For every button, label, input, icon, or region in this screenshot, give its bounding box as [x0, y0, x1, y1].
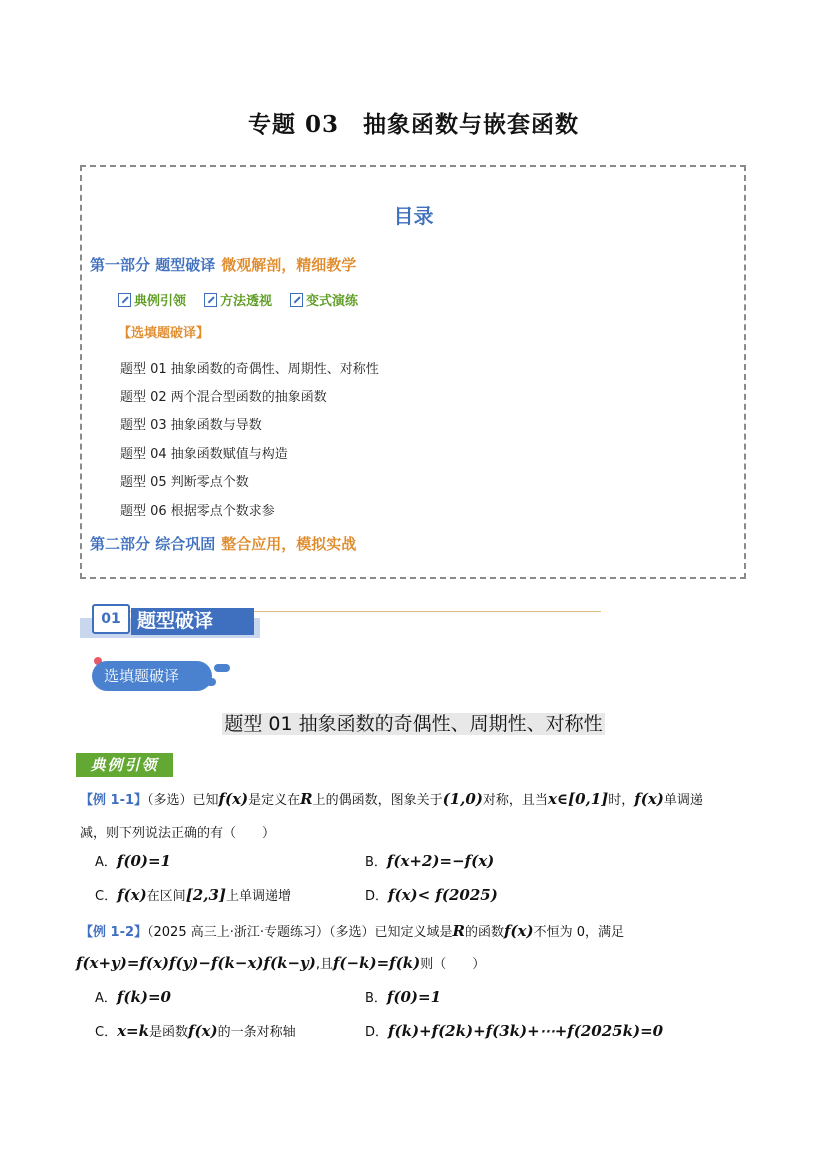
toc-topic-link[interactable]: 题型 01 抽象函数的奇偶性、周期性、对称性	[120, 362, 379, 377]
pill-decoration	[206, 678, 216, 686]
toc-topic-link[interactable]: 题型 02 两个混合型函数的抽象函数	[120, 390, 327, 405]
option-b[interactable]: B．f(0)=1	[365, 988, 442, 1006]
toc-topic-link[interactable]: 题型 05 判断零点个数	[120, 475, 249, 490]
toc-badge[interactable]: 方法透视	[204, 290, 272, 309]
example-1-2-line2: f(x+y)=f(x)f(y)−f(k−x)f(k−y),且f(−k)=f(k)则（ ）	[76, 954, 486, 972]
option-a[interactable]: A．f(k)=0	[95, 988, 171, 1006]
toc-badge[interactable]: 变式演练	[290, 290, 358, 309]
toc-part1-label: 第一部分 题型破译	[90, 256, 216, 274]
edit-icon	[204, 293, 217, 307]
section-title: 题型破译	[131, 608, 254, 635]
example-1-1-line1: 【例 1-1】（多选）已知f(x)是定义在R上的偶函数，图象关于(1,0)对称，且当x∈[0,1]时，f(x)单调递	[80, 790, 703, 808]
toc-part1[interactable]	[90, 254, 356, 275]
toc-part2[interactable]	[90, 533, 356, 554]
toc-topic-link[interactable]: 题型 04 抽象函数赋值与构造	[120, 447, 288, 462]
toc-part1-slogan: 微观解剖，精细教学	[221, 256, 357, 274]
type-title: 题型 01 抽象函数的奇偶性、周期性、对称性	[224, 713, 603, 735]
example-badge: 典例引领	[76, 753, 173, 777]
example-1-1-line2: 减，则下列说法正确的有（ ）	[80, 826, 276, 841]
document-title: 专题 03 抽象函数与嵌套函数	[247, 111, 579, 138]
toc-topic-link[interactable]: 题型 06 根据零点个数求参	[120, 504, 275, 519]
edit-icon	[118, 293, 131, 307]
option-c[interactable]: C．f(x)在区间[2,3]上单调递增	[95, 886, 291, 904]
option-b[interactable]: B．f(x+2)=−f(x)	[365, 852, 495, 870]
example-1-2-line1: 【例 1-2】（2025 高三上·浙江·专题练习）（多选）已知定义域是R的函数f(x)不恒为 0，满足	[80, 922, 624, 940]
edit-icon	[290, 293, 303, 307]
toc-section-label: 【选填题破译】	[118, 326, 210, 341]
toc-topic-link[interactable]: 题型 03 抽象函数与导数	[120, 418, 262, 433]
option-a[interactable]: A．f(0)=1	[95, 852, 171, 870]
toc-part2-slogan: 整合应用，模拟实战	[221, 535, 357, 553]
toc-part2-label: 第二部分 综合巩固	[90, 535, 216, 553]
option-c[interactable]: C．x=k是函数f(x)的一条对称轴	[95, 1022, 296, 1040]
pill-decoration	[214, 664, 230, 672]
option-d[interactable]: D．f(k)+f(2k)+f(3k)+⋯+f(2025k)=0	[365, 1022, 664, 1040]
option-d[interactable]: D．f(x)< f(2025)	[365, 886, 498, 904]
subsection-pill: 选填题破译	[92, 661, 212, 691]
toc-heading: 目录	[393, 204, 434, 228]
section-number: 01	[92, 604, 130, 634]
toc-badge[interactable]: 典例引领	[118, 290, 186, 309]
toc-badges	[118, 290, 358, 309]
